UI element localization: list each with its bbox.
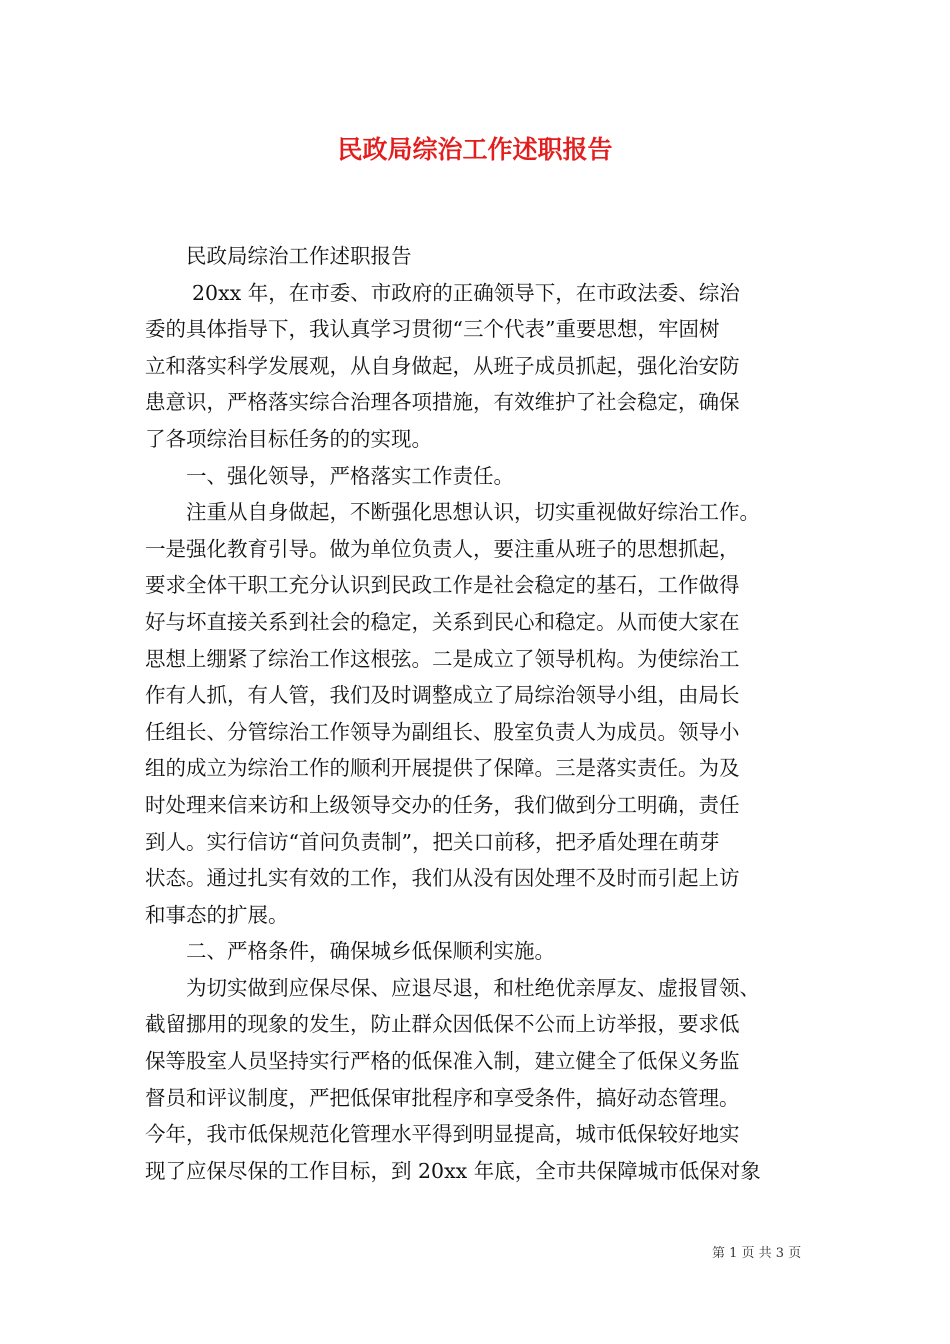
body-line: 民政局综治工作述职报告 (186, 244, 412, 268)
body-line: 任组长、分管综治工作领导为副组长、股室负责人为成员。领导小 (145, 719, 740, 744)
section-heading: 二、严格条件，确保城乡低保顺利实施。 (186, 939, 555, 964)
body-line: 组的成立为综治工作的顺利开展提供了保障。三是落实责任。为及 (145, 756, 740, 781)
body-line: 为切实做到应保尽保、应退尽退，和杜绝优亲厚友、虚报冒领、 (186, 975, 760, 1000)
document-title: 民政局综治工作述职报告 (337, 135, 613, 164)
body-line: 好与坏直接关系到社会的稳定，关系到民心和稳定。从而使大家在 (145, 609, 740, 634)
body-line: 到人。实行信访“首问负责制”，把关口前移，把矛盾处理在萌芽 (145, 829, 720, 854)
body-line: 立和落实科学发展观，从自身做起，从班子成员抓起，强化治安防 (145, 353, 740, 378)
body-line: 一是强化教育引导。做为单位负责人，要注重从班子的思想抓起， (145, 536, 740, 561)
body-line: 时处理来信来访和上级领导交办的任务，我们做到分工明确，责任 (145, 792, 740, 817)
document-body (145, 238, 810, 1189)
body-line: 要求全体干职工充分认识到民政工作是社会稳定的基石，工作做得 (145, 573, 740, 598)
body-line: 患意识，严格落实综合治理各项措施，有效维护了社会稳定，确保 (145, 390, 740, 415)
body-line: 截留挪用的现象的发生，防止群众因低保不公而上访举报，要求低 (145, 1012, 740, 1037)
body-line: 委的具体指导下，我认真学习贯彻“三个代表”重要思想，牢固树 (145, 317, 720, 342)
body-line: 注重从自身做起，不断强化思想认识，切实重视做好综治工作。 (186, 500, 760, 525)
body-line: 督员和评议制度，严把低保审批程序和享受条件，搞好动态管理。 (145, 1085, 740, 1110)
body-line: 作有人抓，有人管，我们及时调整成立了局综治领导小组，由局长 (145, 683, 740, 708)
page-number-footer: 第 1 页 共 3 页 (712, 1246, 802, 1261)
body-line: 今年，我市低保规范化管理水平得到明显提高，城市低保较好地实 (145, 1122, 740, 1147)
body-line: 和事态的扩展。 (145, 902, 289, 927)
body-line: 现了应保尽保的工作目标，到 20xx 年底，全市共保障城市低保对象 (145, 1158, 761, 1183)
body-line: 20xx 年，在市委、市政府的正确领导下，在市政法委、综治 (192, 280, 740, 305)
body-line: 了各项综治目标任务的的实现。 (145, 426, 432, 451)
body-line: 思想上绷紧了综治工作这根弦。二是成立了领导机构。为使综治工 (145, 646, 740, 671)
body-line: 状态。通过扎实有效的工作，我们从没有因处理不及时而引起上访 (145, 866, 740, 891)
section-heading: 一、强化领导，严格落实工作责任。 (186, 463, 514, 488)
body-line: 保等股室人员坚持实行严格的低保准入制，建立健全了低保义务监 (145, 1049, 740, 1074)
